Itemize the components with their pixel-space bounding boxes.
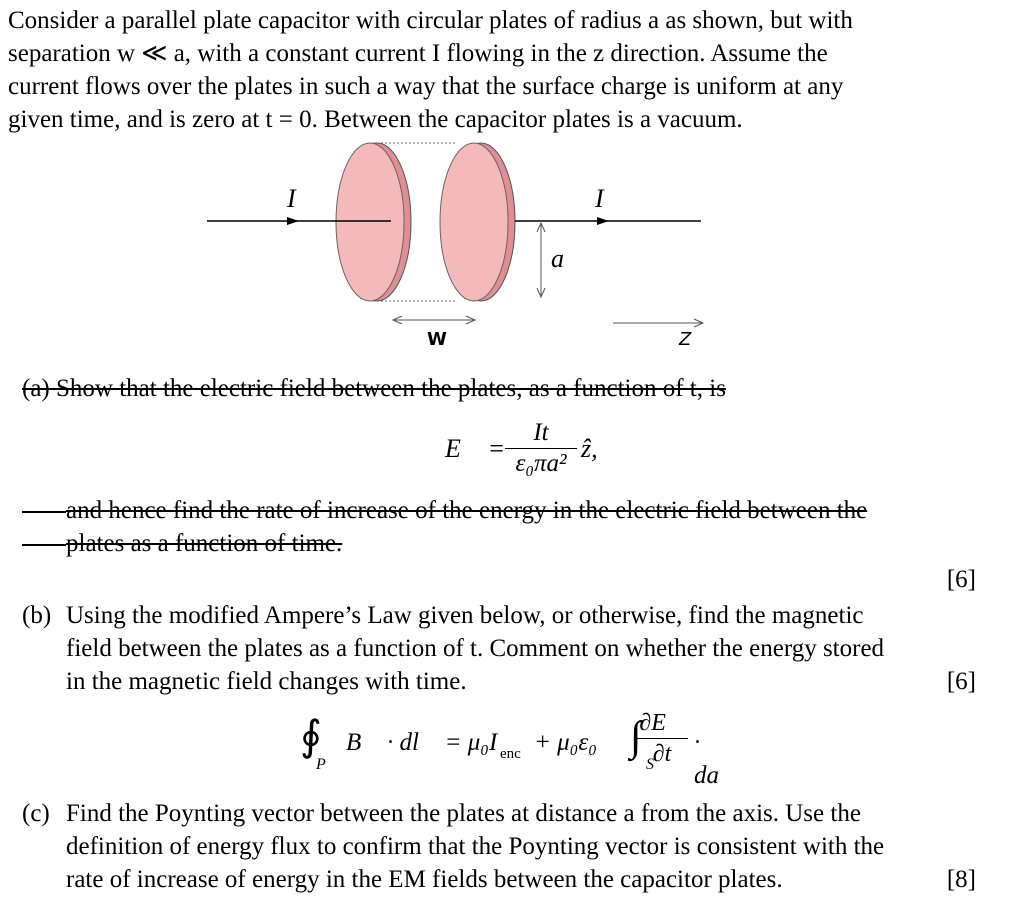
equation-denominator: ε₀πa² [515,450,567,477]
equation-rhs: ẑ, [581,434,598,463]
part-a-question [22,372,726,405]
part-c-line: definition of energy flux to confirm that the Poynting vector is consistent with the [66,833,885,860]
time-derivative-fraction [636,708,688,769]
intro-paragraph [8,4,1008,136]
enc-subscript: enc [500,746,521,762]
capacitor-diagram [195,135,725,355]
intro-line: given time, and is zero at t = 0. Between the capacitor plates is a vacuum. [8,106,743,133]
derivative-numerator: ∂E⃗ [639,710,685,736]
equation-lhs: E⃗ = [445,434,506,463]
separation-label: W [427,329,447,350]
equation-fraction [505,418,577,479]
part-c-text [66,797,884,896]
part-b-marks: [6] [946,668,976,695]
current-label-left: I [287,184,296,213]
surface-integral-sign: ∫ [630,714,642,760]
part-c-line: rate of increase of energy in the EM fields between the capacitor plates. [66,866,783,893]
ampere-law-equation [300,706,740,789]
electric-field-equation [445,418,615,480]
part-a-label: (a) [22,375,50,402]
equation-numerator: It [533,419,549,446]
part-c-line: Find the Poynting vector between the plates at distance a from the axis. Use the [66,800,861,827]
right-plate [440,143,508,301]
part-a-line2: and hence find the rate of increase of the energy in the electric field between the [66,497,868,524]
part-c-marks: [8] [946,866,976,893]
left-current-arrow [287,217,299,225]
surface-integral-region: S [646,756,654,773]
part-a-line1: Show that the electric field between the plates, as a function of t, is [56,375,726,402]
strike-rule [22,511,66,513]
derivative-denominator: ∂t [652,741,672,767]
axis-label: Z [679,329,692,350]
part-b-line: Using the modified Ampere’s Law given below, or otherwise, find the magnetic [66,602,864,629]
strike-rule [22,544,66,546]
loop-integral-path: P [316,756,326,773]
intro-line: separation w ≪ a, with a constant current I flowing in the z direction. Assume the [8,40,828,67]
part-a-continuation [22,494,867,560]
part-a-line3: plates as a function of time. [66,530,343,557]
current-label-right: I [595,184,604,213]
loop-integral-sign: ∮ [300,714,322,760]
part-c [22,797,982,897]
left-plate [336,143,404,301]
right-current-arrow [597,217,609,225]
equation-tail: · da⃗ [694,729,739,789]
part-a-marks: [6] [946,566,976,593]
radius-label: a [551,244,564,273]
part-b-line: field between the plates as a function of t. Comment on whether the energy stored [66,635,885,662]
intro-line: current flows over the plates in such a way that the surface charge is uniform at any [8,73,844,100]
part-b-line: in the magnetic field changes with time. [66,668,467,695]
equation-left-side: B⃗ · dl⃗ = μ₀I [346,729,498,756]
part-c-label: (c) [22,800,50,827]
part-b [22,599,982,699]
part-b-label: (b) [22,602,52,629]
part-b-text [66,599,884,698]
intro-line: Consider a parallel plate capacitor with circular plates of radius a as shown, but with [8,7,853,34]
equation-plus-term: + μ₀ε₀ [534,729,597,756]
